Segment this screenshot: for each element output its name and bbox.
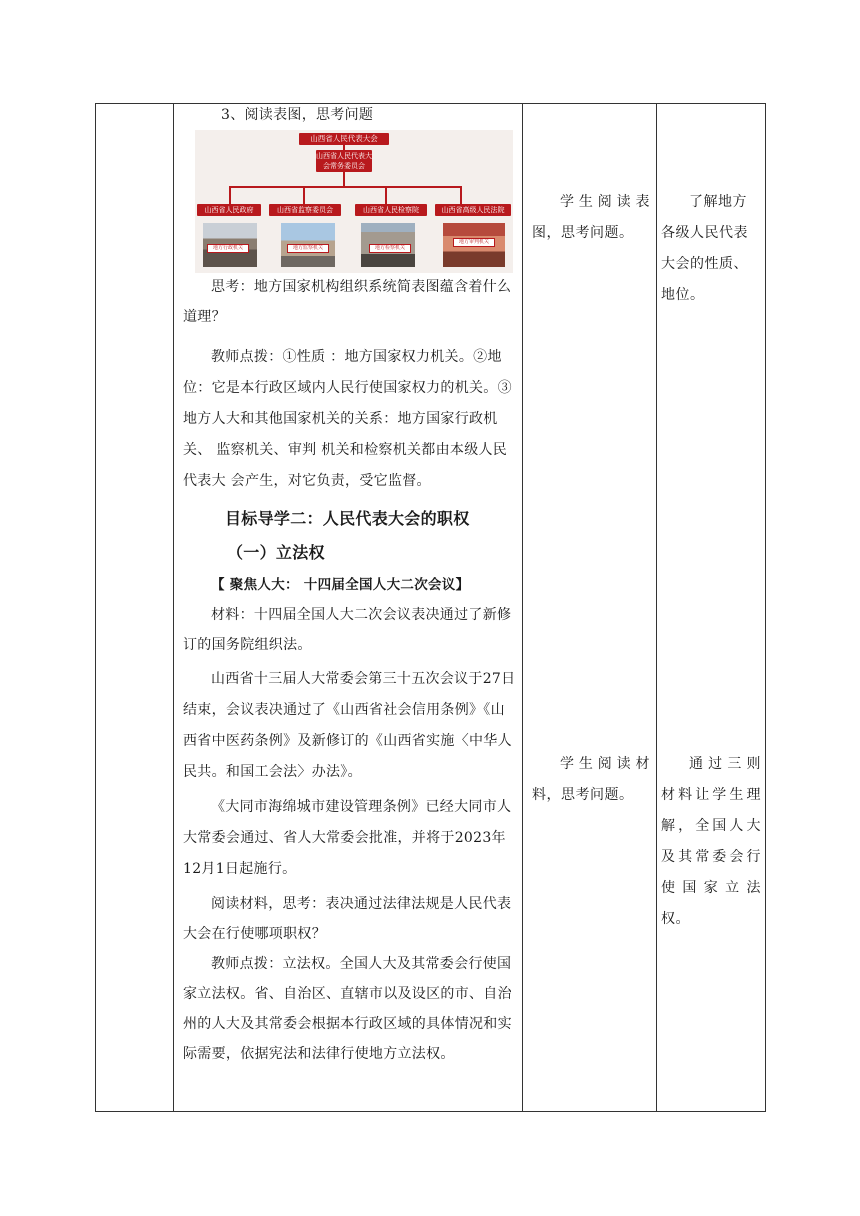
lesson-table: [95, 103, 766, 1112]
diagram-organ-box: 山西省人民检察院: [355, 204, 427, 216]
material-1: 材料：十四届全国人大二次会议表决通过了新修订的国务院组织法。: [183, 607, 512, 653]
teacher-note-1: 教师点拨：①性质 ：地方国家权力机关。②地位：它是本行政区域内人民行使国家权力的机关。③地方人大和其他国家机关的关系：地方国家行政机关、 监察机关、审判 机关和检察机关都由本级人民代表大 会产生，对它负责，受它监督。: [183, 349, 512, 489]
column-divider: [656, 104, 657, 1111]
photo-label: 地方监察机关: [287, 244, 329, 253]
focus-heading: 【 聚焦人大： 十四届全国人大二次会议】: [211, 577, 470, 593]
material-3: 《大同市海绵城市建设管理条例》已经大同市人大常委会通过、省人大常委会批准，并将于2023年12月1日起施行。: [183, 799, 512, 877]
purpose-cell-2: [661, 749, 761, 935]
column-divider: [173, 104, 174, 1111]
goal-heading-2: 目标导学二：人民代表大会的职权: [225, 509, 470, 528]
organization-diagram: [195, 130, 513, 273]
purpose-cell-1: [661, 187, 761, 311]
diagram-organ-box: 山西省人民政府: [197, 204, 261, 216]
diagram-standing-box: 山西省人民代表大会常务委员会: [316, 152, 372, 170]
diagram-organ-box: 山西省监察委员会: [269, 204, 341, 216]
student-cell-2: [532, 749, 650, 811]
column-divider: [522, 104, 523, 1111]
think-question-1: 思考：地方国家机构组织系统简表图蕴含着什么道理？: [183, 279, 512, 325]
student-activity-2: 学生阅读材料，思考问题。: [532, 756, 650, 803]
photo-label: 地方行政机关: [207, 244, 249, 253]
sub-heading-legislative: （一）立法权: [227, 543, 325, 562]
diagram-top-box: 山西省人民代表大会: [299, 133, 389, 145]
purpose-text-1: 了解地方各级人民代表大会的性质、地位。: [661, 194, 748, 303]
intro-text: 3、阅读表图，思考问题: [221, 107, 374, 123]
teacher-note-2: 教师点拨：立法权。全国人大及其常委会行使国家立法权。省、自治区、直辖市以及设区的市、自治州的人大及其常委会根据本行政区域的具体情况和实际需要，依据宪法和法律行使地方立法权。: [183, 956, 512, 1062]
photo-label: 地方检察机关: [369, 244, 411, 253]
student-cell-1: [532, 187, 650, 249]
think-question-2: 阅读材料，思考：表决通过法律法规是人民代表大会在行使哪项职权？: [183, 896, 512, 942]
diagram-organ-box: 山西省高级人民法院: [435, 204, 511, 216]
student-activity-1: 学生阅读表图，思考问题。: [532, 194, 650, 241]
content-cell: [183, 104, 517, 1069]
photo-label: 地方审判机关: [453, 238, 495, 247]
material-2: 山西省十三届人大常委会第三十五次会议于27日结束，会议表决通过了《山西省社会信用条例》《山西省中医药条例》及新修订的《山西省实施〈中华人民共。和国工会法〉办法》。: [183, 671, 516, 780]
purpose-text-2: 通过三则材料让学生理解，全国人大及其常委会行使国家立法权。: [661, 756, 761, 927]
